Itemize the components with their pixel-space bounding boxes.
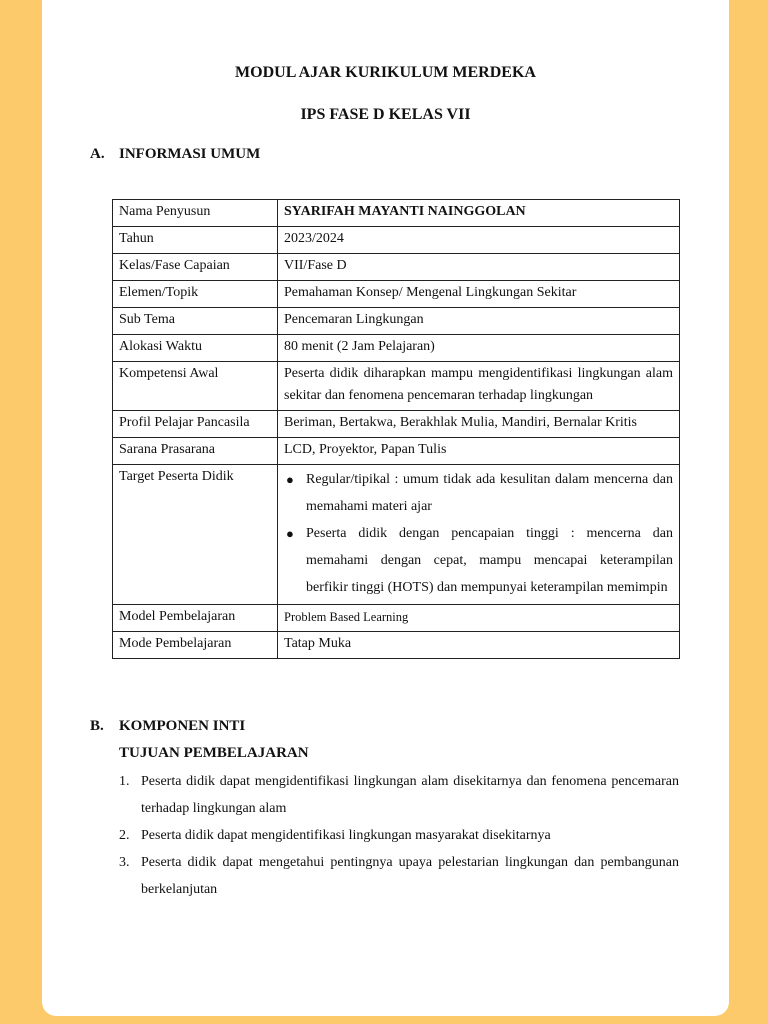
row-value-subtema: Pencemaran Lingkungan bbox=[278, 308, 680, 335]
row-value-model: Problem Based Learning bbox=[278, 605, 680, 632]
row-value-elemen: Pemahaman Konsep/ Mengenal Lingkungan Sekitar bbox=[278, 281, 680, 308]
tujuan-heading: TUJUAN PEMBELAJARAN bbox=[119, 745, 309, 761]
row-label-kelas: Kelas/Fase Capaian bbox=[113, 254, 278, 281]
section-a-number: A. bbox=[90, 146, 105, 162]
table-row bbox=[113, 438, 680, 465]
row-label-kompetensi: Kompetensi Awal bbox=[113, 362, 278, 411]
row-value-kelas: VII/Fase D bbox=[278, 254, 680, 281]
document-title: MODUL AJAR KURIKULUM MERDEKA bbox=[235, 64, 536, 81]
goal-number: 2. bbox=[119, 828, 130, 843]
table-row bbox=[113, 632, 680, 659]
table-row bbox=[113, 200, 680, 227]
row-value-profil: Beriman, Bertakwa, Berakhlak Mulia, Mandiri, Bernalar Kritis bbox=[278, 411, 680, 438]
bullet-icon: ● bbox=[286, 472, 294, 487]
section-b-title: KOMPONEN INTI bbox=[119, 718, 246, 734]
list-item bbox=[286, 466, 673, 520]
row-label-target: Target Peserta Didik bbox=[113, 465, 278, 605]
goal-text: Peserta didik dapat mengetahui pentingnya upaya pelestarian lingkungan dan pembangunan berkelanjutan bbox=[141, 855, 679, 897]
section-a-title: INFORMASI UMUM bbox=[119, 146, 261, 162]
row-label-sarana: Sarana Prasarana bbox=[113, 438, 278, 465]
target-text: Peserta didik dengan pencapaian tinggi : mencerna dan memahami dengan cepat, mampu mencapai keterampilan berfikir tinggi (HOTS) dan mempunyai keterampilan memimpin bbox=[306, 526, 673, 595]
info-table bbox=[112, 199, 680, 659]
row-label-alokasi: Alokasi Waktu bbox=[113, 335, 278, 362]
goal-text: Peserta didik dapat mengidentifikasi lingkungan masyarakat disekitarnya bbox=[141, 828, 551, 843]
bullet-icon: ● bbox=[286, 526, 294, 541]
table-row bbox=[113, 308, 680, 335]
row-label-profil: Profil Pelajar Pancasila bbox=[113, 411, 278, 438]
row-label-mode: Mode Pembelajaran bbox=[113, 632, 278, 659]
section-b-number: B. bbox=[90, 718, 104, 734]
list-item bbox=[119, 768, 679, 822]
section-a-heading bbox=[90, 146, 260, 163]
table-row bbox=[113, 411, 680, 438]
row-label-tahun: Tahun bbox=[113, 227, 278, 254]
table-row bbox=[113, 254, 680, 281]
table-row bbox=[113, 362, 680, 411]
goal-number: 3. bbox=[119, 855, 130, 870]
table-row bbox=[113, 605, 680, 632]
document-subtitle: IPS FASE D KELAS VII bbox=[300, 106, 471, 123]
section-b-heading bbox=[90, 718, 245, 735]
row-value-kompetensi: Peserta didik diharapkan mampu mengidentifikasi lingkungan alam sekitar dan fenomena pencemaran terhadap lingkungan bbox=[278, 362, 680, 411]
row-value-mode: Tatap Muka bbox=[278, 632, 680, 659]
goal-number: 1. bbox=[119, 774, 130, 789]
row-value-target bbox=[278, 465, 680, 605]
list-item bbox=[286, 520, 673, 601]
goals-list bbox=[119, 768, 679, 903]
target-list bbox=[284, 466, 673, 601]
row-value-sarana: LCD, Proyektor, Papan Tulis bbox=[278, 438, 680, 465]
document-page bbox=[42, 0, 729, 1016]
table-row bbox=[113, 465, 680, 605]
row-label-elemen: Elemen/Topik bbox=[113, 281, 278, 308]
table-row bbox=[113, 227, 680, 254]
row-value-alokasi: 80 menit (2 Jam Pelajaran) bbox=[278, 335, 680, 362]
table-row bbox=[113, 335, 680, 362]
table-row bbox=[113, 281, 680, 308]
row-value-tahun: 2023/2024 bbox=[278, 227, 680, 254]
row-label-model: Model Pembelajaran bbox=[113, 605, 278, 632]
list-item bbox=[119, 849, 679, 903]
row-label-penyusun: Nama Penyusun bbox=[113, 200, 278, 227]
row-label-subtema: Sub Tema bbox=[113, 308, 278, 335]
row-value-penyusun: SYARIFAH MAYANTI NAINGGOLAN bbox=[278, 200, 680, 227]
target-text: Regular/tipikal : umum tidak ada kesulitan dalam mencerna dan memahami materi ajar bbox=[306, 472, 673, 514]
list-item bbox=[119, 822, 679, 849]
goal-text: Peserta didik dapat mengidentifikasi lingkungan alam disekitarnya dan fenomena pencemaran terhadap lingkungan alam bbox=[141, 774, 679, 816]
